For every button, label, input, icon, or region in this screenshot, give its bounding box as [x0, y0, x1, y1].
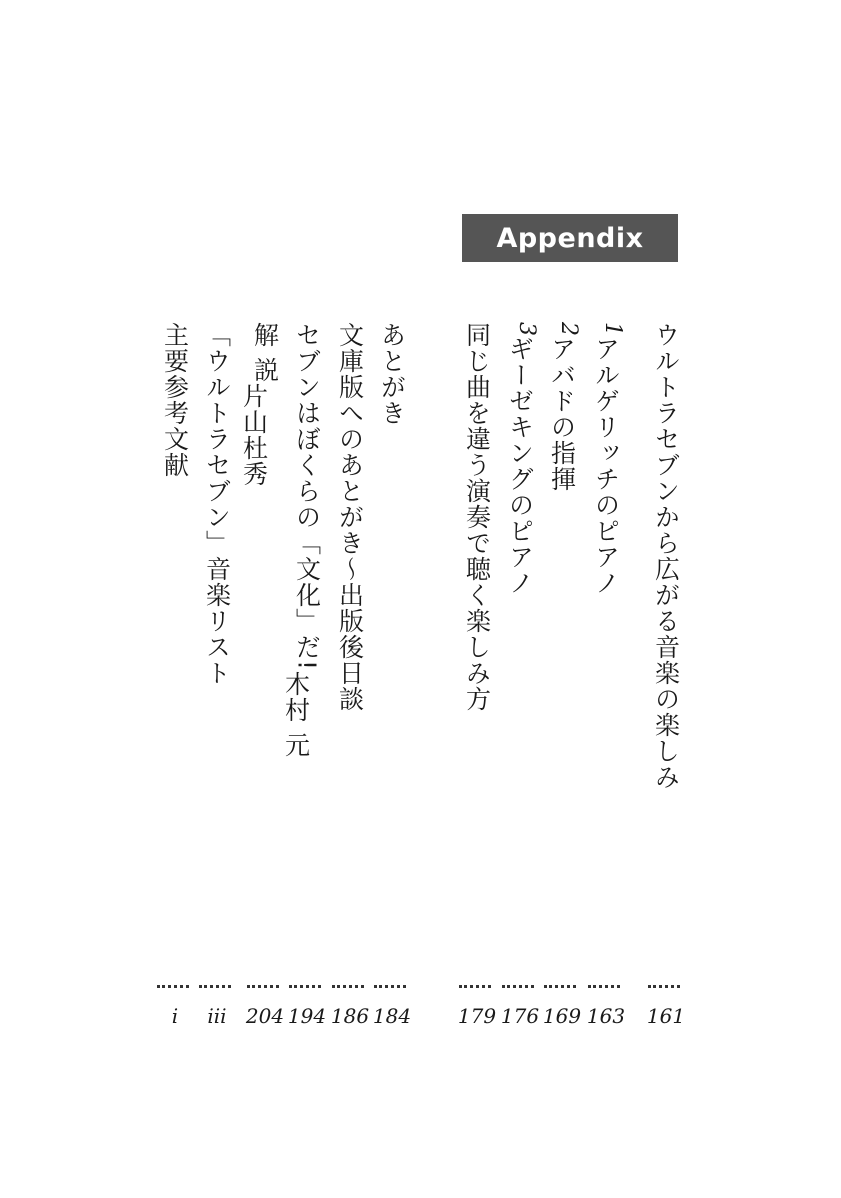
dot-leader: [544, 502, 576, 988]
toc-entry-title: ウルトラセブンから広がる音楽の楽しみ: [651, 322, 681, 790]
toc-entry-author: 片山杜秀: [239, 382, 269, 487]
toc-page-number: 184: [372, 1004, 412, 1028]
dot-leader: [648, 800, 680, 988]
toc-page-number: iii: [207, 1004, 227, 1028]
toc-entry-seven-culture[interactable]: [281, 322, 325, 998]
toc-page-number: 161: [646, 1004, 686, 1028]
toc-entry-commentary[interactable]: [239, 322, 283, 998]
toc-entry-title: アバドの指揮: [547, 336, 577, 492]
toc-entry-title: 主要参考文献: [160, 322, 190, 478]
toc-entry-title: 文庫版へのあとがき～出版後日談: [335, 322, 365, 712]
toc-page-number: 186: [330, 1004, 370, 1028]
toc-entry-title: 解 説: [250, 322, 280, 383]
toc-entry-abbado[interactable]: [544, 322, 580, 998]
dot-leader: [459, 722, 491, 988]
toc-entry-number: 1: [600, 322, 625, 336]
appendix-heading: [462, 214, 678, 262]
toc-page-number: 169: [542, 1004, 582, 1028]
toc-entry-title: アルゲリッチのピアノ: [591, 336, 621, 596]
toc-entry-references[interactable]: [157, 322, 193, 998]
toc-entry-title: あとがき: [377, 322, 407, 426]
toc-entry-music-list[interactable]: [199, 322, 235, 998]
toc-entry-number: 2: [556, 322, 581, 336]
appendix-heading-text: Appendix: [496, 222, 644, 254]
toc-entry-title: セブンはぼくらの「文化」だ!: [292, 322, 322, 672]
toc-entry-argerich[interactable]: [588, 322, 624, 998]
toc-page-number: 179: [457, 1004, 497, 1028]
dot-leader: [502, 606, 534, 988]
dot-leader: [374, 436, 406, 988]
dot-leader: [332, 722, 364, 988]
toc-entry-gieseking[interactable]: [502, 322, 538, 998]
toc-page-number: 194: [287, 1004, 327, 1028]
dot-leader: [157, 488, 189, 988]
toc-entry-title: 「ウルトラセブン」音楽リスト: [202, 322, 232, 686]
dot-leader: [247, 497, 279, 988]
toc-page-number: 176: [500, 1004, 540, 1028]
toc-page-number: 204: [245, 1004, 285, 1028]
toc-entry-same-piece[interactable]: [459, 322, 495, 998]
toc-page-number: i: [171, 1004, 179, 1028]
toc-entry-afterword[interactable]: [374, 322, 410, 998]
toc-entry-author: 木村 元: [281, 671, 311, 758]
dot-leader: [199, 696, 231, 988]
toc-entry-bunko-afterword[interactable]: [332, 322, 368, 998]
toc-entry-title: 同じ曲を違う演奏で聴く楽しみ方: [462, 322, 492, 712]
toc-page-number: 163: [586, 1004, 626, 1028]
toc-entry-section-music[interactable]: [648, 322, 684, 998]
dot-leader: [289, 768, 321, 988]
toc-entry-title: ギーゼキングのピアノ: [505, 336, 535, 596]
toc-entry-number: 3: [514, 322, 539, 336]
dot-leader: [588, 606, 620, 988]
